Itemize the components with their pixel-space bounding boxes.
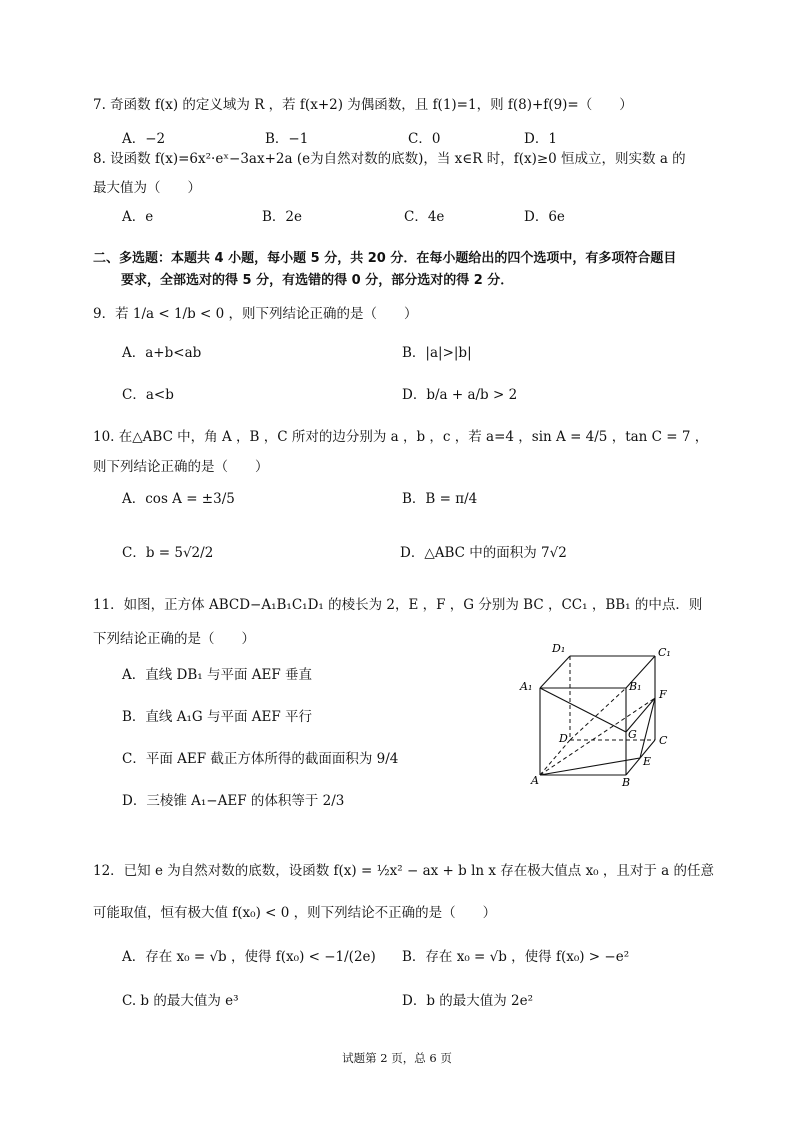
segment-a1-g: [540, 688, 626, 732]
q11-option-d: D．三棱锥 A₁−AEF 的体积等于 2/3: [122, 793, 345, 809]
page-footer: 试题第 2 页，总 6 页: [342, 1051, 452, 1065]
q8-option-d: D．6e: [524, 209, 565, 225]
q11-option-c: C．平面 AEF 截正方体所得的截面面积为 9/4: [122, 751, 399, 767]
q8-option-b: B．2e: [262, 209, 302, 225]
q12-stem-line1: 12．已知 e 为自然对数的底数，设函数 f(x) = ½x² − ax + b ln x 存在极大值点 x₀ ，且对于 a 的任意: [93, 863, 715, 879]
q8-option-c: C．4e: [404, 209, 445, 225]
q12-stem-line2: 可能取值，恒有极大值 f(x₀) < 0 ，则下列结论不正确的是（ ）: [93, 905, 497, 921]
label-c: C: [659, 734, 668, 747]
hidden-diagonal-d-b1: [570, 688, 626, 740]
label-g: G: [628, 728, 637, 741]
label-e: E: [643, 755, 652, 768]
q11-stem-line1: 11．如图，正方体 ABCD−A₁B₁C₁D₁ 的棱长为 2，E ，F ，G 分别为 BC ，CC₁ ，BB₁ 的中点．则: [93, 597, 703, 613]
q9-option-b: B．|a|>|b|: [402, 345, 472, 361]
q9-stem: 9．若 1/a < 1/b < 0 ，则下列结论正确的是（ ）: [93, 306, 418, 322]
q8-stem-line1: 8. 设函数 f(x)=6x²·eˣ−3ax+2a (e为自然对数的底数)，当 x∈R 时，f(x)≥0 恒成立，则实数 a 的: [93, 151, 686, 167]
section2-heading-line2: 要求，全部选对的得 5 分，有选错的得 0 分，部分选对的得 2 分．: [121, 273, 514, 288]
q10-option-b: B．B = π/4: [402, 491, 478, 507]
q11-option-b: B．直线 A₁G 与平面 AEF 平行: [122, 709, 313, 725]
q12-option-b: B．存在 x₀ = √b ，使得 f(x₀) > −e²: [402, 949, 630, 965]
edge-a1-d1: [540, 656, 570, 688]
label-b1: B₁: [629, 680, 642, 693]
q7-option-d: D．1: [524, 131, 557, 147]
q9-option-a: A．a+b<ab: [122, 345, 202, 361]
q8-option-a: A．e: [122, 209, 154, 225]
label-d: D: [559, 732, 568, 745]
q12-option-a: A．存在 x₀ = √b ，使得 f(x₀) < −1/(2e): [122, 949, 376, 965]
q11-option-a: A．直线 DB₁ 与平面 AEF 垂直: [122, 667, 313, 683]
q8-stem-line2: 最大值为（ ）: [93, 180, 201, 196]
q10-option-d: D．△ABC 中的面积为 7√2: [400, 545, 567, 561]
label-c1: C₁: [658, 646, 671, 659]
segment-a-e: [540, 758, 640, 775]
q11-stem-line2: 下列结论正确的是（ ）: [93, 631, 255, 647]
cube-figure: [518, 638, 688, 788]
hidden-segment-a-f: [540, 698, 655, 775]
label-f: F: [659, 688, 667, 701]
q12-option-d: D．b 的最大值为 2e²: [402, 993, 534, 1009]
q10-option-a: A．cos A = ±3/5: [122, 491, 235, 507]
label-d1: D₁: [552, 642, 566, 655]
q7-option-b: B．−1: [265, 131, 309, 147]
q10-option-c: C．b = 5√2/2: [122, 545, 214, 561]
q10-stem-line1: 10. 在△ABC 中，角 A ，B ，C 所对的边分别为 a ，b ，c ，若 a=4 ，sin A = 4/5 ，tan C = 7 ，: [93, 429, 709, 445]
label-a: A: [531, 774, 539, 787]
q7-option-a: A．−2: [122, 131, 166, 147]
q12-option-c: C. b 的最大值为 e³: [122, 993, 239, 1009]
label-b: B: [622, 776, 631, 788]
label-a1: A₁: [520, 680, 533, 693]
q7-stem: 7. 奇函数 f(x) 的定义域为 R ，若 f(x+2) 为偶函数，且 f(1)=1，则 f(8)+f(9)=（ ）: [93, 97, 633, 113]
q7-option-c: C．0: [408, 131, 441, 147]
q9-option-c: C．a<b: [122, 387, 174, 403]
section2-heading-line1: 二、多选题：本题共 4 小题，每小题 5 分，共 20 分．在每小题给出的四个选项中，有多项符合题目: [93, 251, 677, 266]
q9-option-d: D．b/a + a/b > 2: [402, 387, 518, 403]
q10-stem-line2: 则下列结论正确的是（ ）: [93, 459, 269, 475]
